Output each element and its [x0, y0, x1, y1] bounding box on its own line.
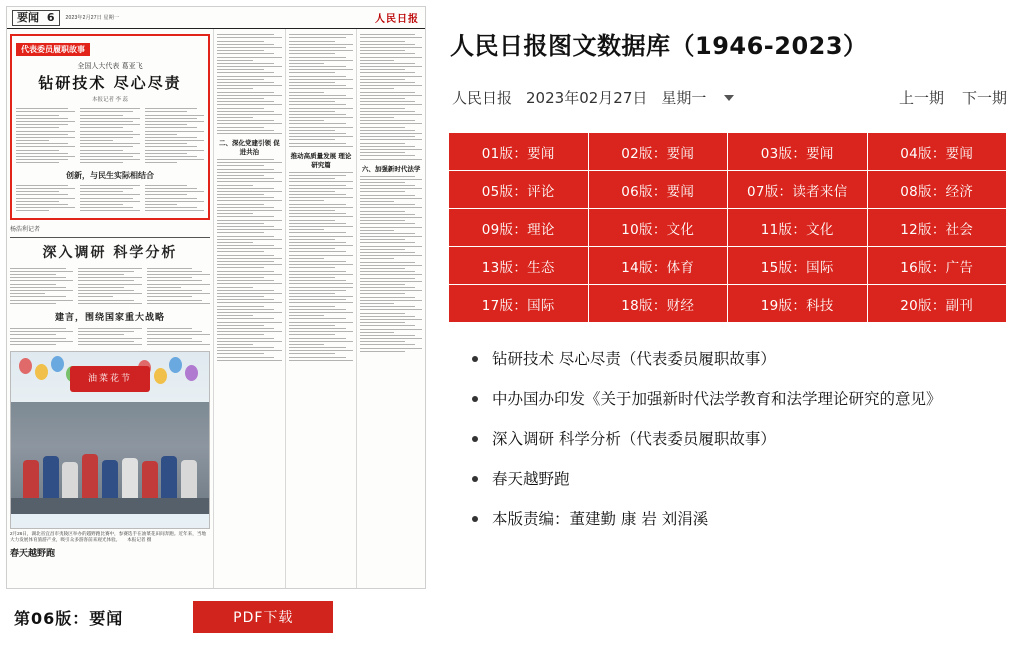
article2-col-3 — [147, 265, 210, 305]
masthead-date: 2023年2月27日 星期一 — [65, 15, 120, 21]
page-cell-10[interactable]: 10版：文化 — [588, 209, 728, 247]
masthead-section-label — [12, 10, 60, 26]
article3-col-3 — [147, 326, 210, 347]
chevron-down-icon[interactable] — [724, 95, 734, 101]
page-title: 人民日报图文数据库（1946-2023） — [450, 32, 868, 60]
list-item[interactable]: 本版责编：董建勤 康 岩 刘涓溪 — [466, 509, 1007, 529]
newspaper-column-c — [286, 29, 358, 589]
newspaper-column-main — [7, 29, 214, 589]
page-cell-12[interactable]: 12版：社会 — [867, 209, 1007, 247]
page-cell-13[interactable]: 13版：生态 — [449, 247, 589, 285]
page-cell-17[interactable]: 17版：国际 — [449, 285, 589, 323]
newspaper-logo: 人民日报 — [375, 14, 419, 25]
photo-road — [11, 498, 209, 514]
column-b-subhead: 二、深化党建引领 促进共治 — [218, 139, 280, 156]
article2-col-2 — [78, 265, 141, 305]
page-cell-19[interactable]: 19版：科技 — [728, 285, 868, 323]
table-row — [449, 209, 1007, 247]
article-body-columns-2 — [16, 183, 204, 214]
newspaper-photo[interactable] — [10, 351, 210, 529]
current-page-label: 第06版：要闻 — [14, 608, 124, 628]
photo-crowd — [11, 402, 209, 514]
photo-caption: 2月26日，湖北省宜昌市夷陵区举办的越野跑比赛中，参赛选手在油菜花田间奔跑。近年来，当地大力发展体育旅游产业，吸引众多游客前来观光体验。 本报记者 摄 — [10, 531, 207, 543]
page-sections-grid — [448, 132, 1007, 323]
divider-rule — [10, 237, 210, 238]
page-cell-15[interactable]: 15版：国际 — [728, 247, 868, 285]
table-row — [449, 247, 1007, 285]
page-cell-01[interactable]: 01版：要闻 — [449, 133, 589, 171]
newspaper-columns — [7, 29, 425, 589]
article-headline: 钻研技术 尽心尽责 — [38, 74, 182, 92]
table-row — [449, 285, 1007, 323]
masthead-page-number: 6 — [46, 10, 55, 24]
page-footer-bar — [6, 601, 432, 633]
article-body-col-2 — [80, 106, 139, 166]
article-tag-badge: 代表委员履职故事 — [16, 43, 90, 56]
issue-date-label[interactable]: 2023年02月27日 — [526, 89, 648, 107]
newspaper-preview-pane — [0, 0, 432, 665]
column-d-subhead: 六、加强新时代法学 — [361, 164, 421, 173]
issue-nav — [899, 87, 1007, 108]
article-kicker: 全国人大代表 葛亚飞 — [77, 62, 143, 70]
page-cell-09[interactable]: 09版：理论 — [449, 209, 589, 247]
article-body2-col-3 — [145, 183, 204, 214]
article3-body-columns — [10, 326, 210, 347]
article2-col-1 — [10, 265, 73, 305]
pdf-download-button[interactable]: PDF下载 — [193, 601, 333, 633]
table-row — [449, 133, 1007, 171]
newspaper-column-d — [357, 29, 425, 589]
list-item[interactable]: 中办国办印发《关于加强新时代法学教育和法学理论研究的意见》 — [466, 389, 1007, 409]
page-cell-20[interactable]: 20版：副刊 — [867, 285, 1007, 323]
page-cell-05[interactable]: 05版：评论 — [449, 171, 589, 209]
list-item[interactable]: 深入调研 科学分析（代表委员履职故事） — [466, 429, 1007, 449]
article2-headline[interactable]: 深入调研 科学分析 — [42, 245, 178, 262]
article-body-col-1 — [16, 106, 75, 166]
article3-col-2 — [78, 326, 141, 347]
highlighted-article-box[interactable] — [10, 34, 210, 220]
page-cell-16[interactable]: 16版：广告 — [867, 247, 1007, 285]
article-body2-col-1 — [16, 183, 75, 214]
list-item[interactable]: 钻研技术 尽心尽责（代表委员履职故事） — [466, 349, 1007, 369]
page-cell-11[interactable]: 11版：文化 — [728, 209, 868, 247]
article-subhead: 创新，与民生实际相结合 — [65, 170, 154, 180]
page-cell-06[interactable]: 06版：要闻 — [588, 171, 728, 209]
page-cell-04[interactable]: 04版：要闻 — [867, 133, 1007, 171]
article2-body-columns — [10, 265, 210, 305]
paper-name-label: 人民日报 — [452, 89, 513, 107]
article-list — [466, 349, 1007, 529]
article2-kicker: 杨浩利记者 — [10, 226, 41, 234]
issue-meta-row — [452, 87, 1007, 108]
next-issue-link[interactable]: 下一期 — [961, 89, 1007, 107]
article-body2-col-2 — [80, 183, 139, 214]
article3-col-1 — [10, 326, 73, 347]
column-c-subhead: 推动高质量发展 理论研究篇 — [290, 151, 352, 169]
page-cell-07[interactable]: 07版：读者来信 — [728, 171, 868, 209]
photo-banner-text: 油菜花节 — [70, 366, 149, 392]
page-cell-02[interactable]: 02版：要闻 — [588, 133, 728, 171]
masthead-section-text: 要闻 — [17, 10, 39, 24]
page-cell-08[interactable]: 08版：经济 — [867, 171, 1007, 209]
newspaper-page-image[interactable] — [6, 6, 426, 589]
table-row — [449, 171, 1007, 209]
page-cell-14[interactable]: 14版：体育 — [588, 247, 728, 285]
article-body-col-3 — [145, 106, 204, 166]
photo-title[interactable]: 春天越野跑 — [10, 549, 56, 560]
page-cell-03[interactable]: 03版：要闻 — [728, 133, 868, 171]
issue-weekday-label: 星期一 — [661, 89, 707, 107]
list-item[interactable]: 春天越野跑 — [466, 469, 1007, 489]
article-body-columns — [16, 106, 204, 166]
newspaper-column-b — [214, 29, 286, 589]
article3-headline[interactable]: 建言，围绕国家重大战略 — [54, 312, 165, 323]
database-pane — [432, 0, 1031, 665]
newspaper-masthead — [7, 7, 425, 29]
article-byline: 本报记者 李 蕊 — [91, 97, 129, 103]
prev-issue-link[interactable]: 上一期 — [898, 89, 944, 107]
page-cell-18[interactable]: 18版：财经 — [588, 285, 728, 323]
